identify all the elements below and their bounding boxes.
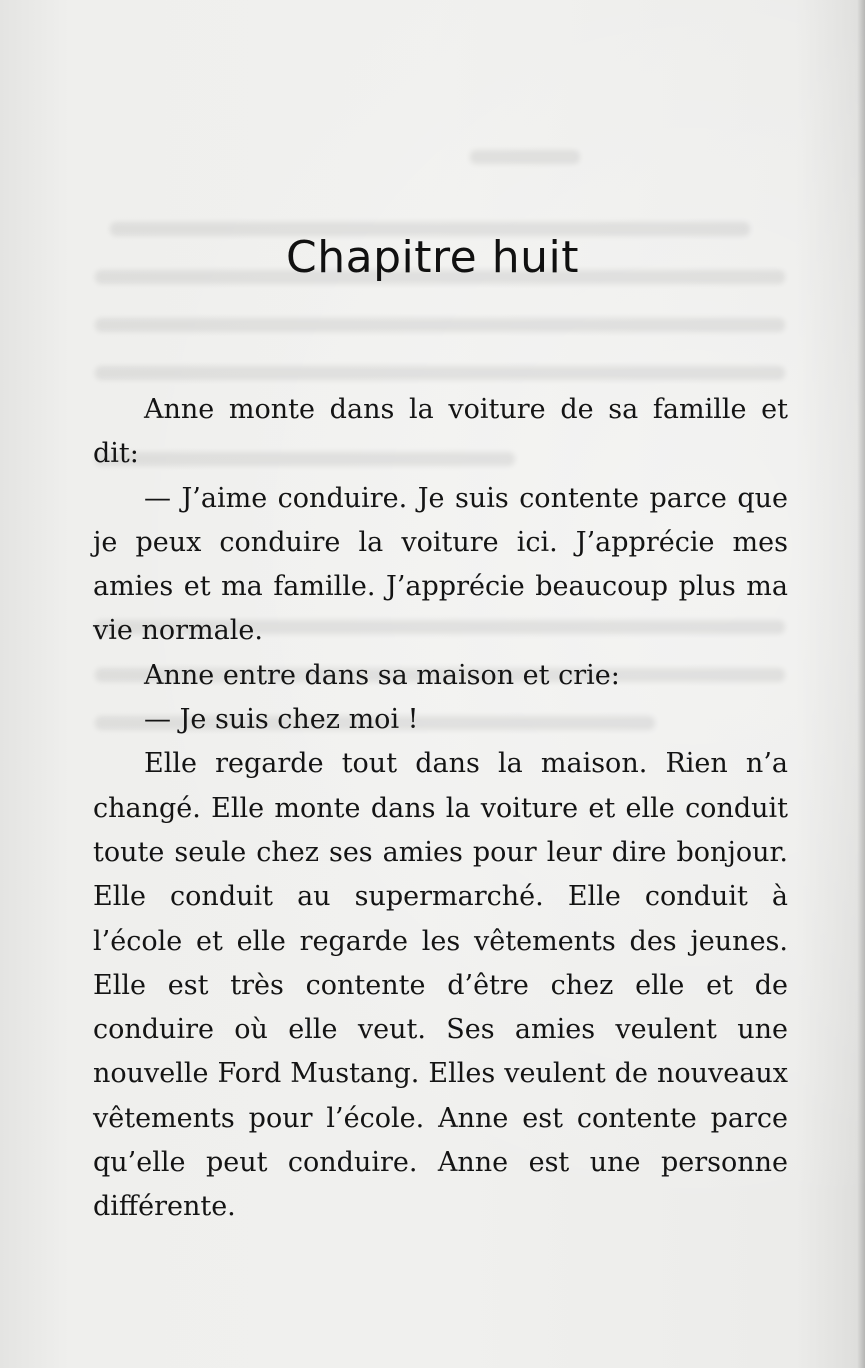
dialogue-paragraph: — Je suis chez moi ! [144, 704, 419, 736]
page-edge-shadow [857, 0, 865, 1368]
chapter-body [93, 388, 788, 1230]
paragraph: Anne entre dans sa maison et crie: [144, 659, 620, 691]
dialogue-paragraph: — J’aime conduire. Je suis contente parce que je peux conduire la voiture ici. J’apprécie mes amies et ma famille. J’apprécie beaucoup plus ma vie normale. [93, 482, 788, 647]
paragraph: Anne monte dans la voiture de sa famille et dit: [93, 394, 788, 470]
paragraph: Elle regarde tout dans la maison. Rien n’a changé. Elle monte dans la voiture et elle conduit toute seule chez ses amies pour leur dire bonjour. Elle conduit au supermarché. Elle conduit à l’école et elle regarde les vêtements des jeunes. Elle est très contente d’être chez elle et de conduire où elle veut. Ses amies veulent une nouvelle Ford Mustang. Elles veulent de nouveaux vêtements pour l’école. Anne est contente parce qu’elle peut conduire. Anne est une personne différente. [93, 748, 788, 1223]
chapter-title: Chapitre huit [286, 232, 579, 283]
